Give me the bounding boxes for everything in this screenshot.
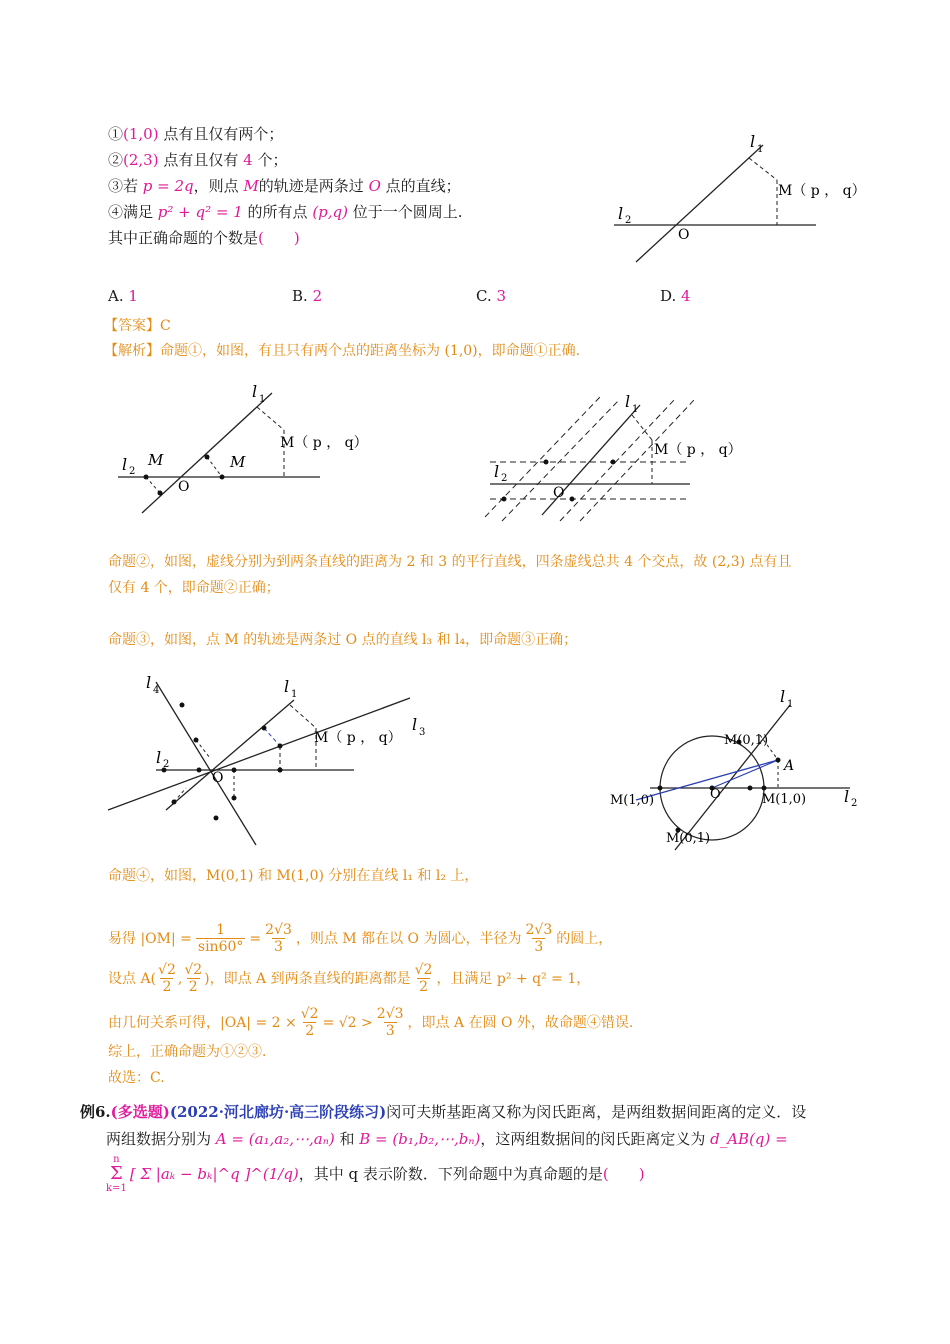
analysis-p2b: 仅有 4 个，即命题②正确； [108,580,280,596]
question-line: 其中正确命题的个数是( ) [108,229,300,247]
label-l1: l [750,132,756,151]
svg-text:2: 2 [163,759,170,770]
analysis-p8: 综上，正确命题为①②③. [108,1044,267,1060]
item-3: ③若 p = 2q，则点 M的轨迹是两条过 O 点的直线； [108,177,461,195]
sum-symbol: n Σ k=1 [106,1154,127,1194]
item-2: ②(2,3) 点有且仅有 4 个； [108,151,288,169]
item-4: ④满足 p² + q² = 1 的所有点 (p,q) 位于一个圆周上. [108,203,463,221]
analysis-p5: 易得 |OM| = $\frac{1}{\sin 60^\circ}$ = $\frac{2√3}{3}$ ，则点 M 都在以 O 为圆心，半径为 2√3 3 的圆上， [108,922,613,955]
svg-text:2: 2 [851,798,858,809]
item-1: ①(1,0) 点有且仅有两个； [108,125,284,143]
figure-4 [600,687,880,855]
svg-text:2: 2 [625,215,632,226]
svg-text:O: O [710,787,721,802]
example6-line1: 例6.(多选题)(2022·河北廊坊·高三阶段练习)闵可夫斯基距离又称为闵氏距离，是两组数据间距离的定义．设 [80,1103,807,1121]
svg-text:1: 1 [291,689,298,700]
figure-3 [104,670,434,855]
svg-text:M(1,0): M(1,0) [762,792,807,807]
svg-text:2: 2 [501,473,508,484]
svg-text:1: 1 [757,144,764,155]
svg-text:M: M [148,451,164,469]
svg-text:M（ p ， q）: M（ p ， q） [654,442,742,458]
svg-text:l: l [146,673,152,692]
svg-text:M（ p ， q）: M（ p ， q） [314,730,402,746]
answer: 【答案】C [104,318,171,334]
analysis-p4: 命题④，如图，M(0,1) 和 M(1,0) 分别在直线 l₁ 和 l₂ 上， [108,868,479,884]
analysis-p7: 由几何关系可得，|OA| = 2 × $\frac{√2}{2}$ = √2 > 2√3 3 ，即点 A 在圆 O 外，故命题④错误. [108,1006,634,1039]
svg-text:l: l [156,748,162,767]
svg-text:2: 2 [129,466,136,477]
svg-text:l: l [780,687,786,706]
svg-text:l: l [284,677,290,696]
svg-text:M（ p ， q）: M（ p ， q） [778,183,866,199]
svg-text:M（ p ， q）: M（ p ， q） [280,435,368,451]
svg-text:3: 3 [419,727,426,738]
option-a[interactable]: A. 1 [108,287,138,305]
svg-text:l: l [494,462,500,481]
option-c[interactable]: C. 3 [476,287,507,305]
svg-text:1: 1 [787,699,794,710]
svg-text:O: O [178,479,190,495]
svg-text:M(0,1): M(0,1) [666,831,711,846]
svg-text:l: l [122,455,128,474]
svg-text:M(1,0): M(1,0) [610,793,655,808]
svg-text:4: 4 [153,685,160,696]
svg-text:M: M [230,453,246,471]
svg-text:l: l [252,382,258,401]
example6-line3: n Σ k=1 [ Σ |aₖ − bₖ|^q ]^(1/q) ，其中 q 表示阶数．下列命题中为真命题的是 ( ) [106,1154,645,1194]
analysis-p6: 设点 A( √2 2 , √2 2 )，即点 A 到两条直线的距离都是 √2 2 ，且满足 p² + q² = 1， [108,962,591,995]
option-d[interactable]: D. 4 [660,287,691,305]
svg-text:O: O [553,485,565,501]
svg-text:l: l [618,204,624,223]
svg-text:1: 1 [259,394,266,405]
example6-line2: 两组数据分别为 A = (a₁,a₂,⋯,aₙ) 和 B = (b₁,b₂,⋯,bₙ)，这两组数据间的闵氏距离定义为 d_AB(q) = [106,1130,788,1148]
svg-text:M(0,1): M(0,1) [724,733,769,748]
svg-text:l: l [412,715,418,734]
svg-text:1: 1 [632,404,639,415]
analysis-p1: 【解析】命题①，如图，有且只有两个点的距离坐标为 (1,0)，即命题①正确. [104,343,581,359]
svg-text:l: l [625,392,631,411]
analysis-p2a: 命题②，如图，虚线分别为到两条直线的距离为 2 和 3 的平行直线，四条虚线总共 4 个交点，故 (2,3) 点有且 [108,554,792,570]
figure-problem [600,125,866,275]
option-b[interactable]: B. 2 [292,287,323,305]
svg-text:O: O [678,227,690,243]
analysis-p3: 命题③，如图，点 M 的轨迹是两条过 O 点的直线 l₃ 和 l₄，即命题③正确； [108,632,578,648]
svg-text:l: l [844,787,850,806]
svg-text:O: O [212,770,224,786]
svg-text:A: A [784,758,795,774]
figure-1 [112,382,368,525]
figure-2 [480,385,780,530]
analysis-p9: 故选：C. [108,1070,165,1086]
